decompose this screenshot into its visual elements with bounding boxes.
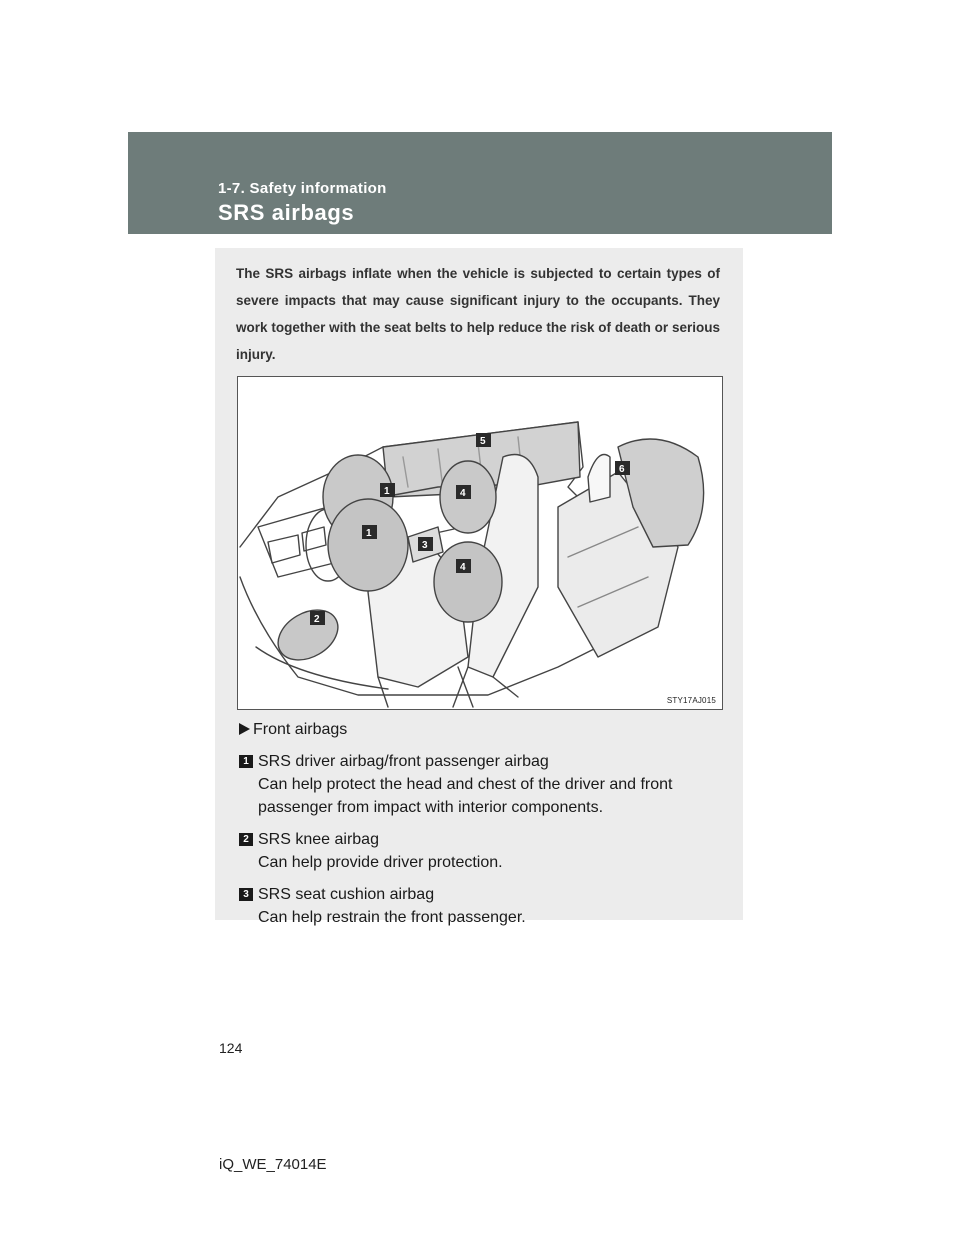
number-badge: 3: [239, 888, 253, 901]
section-header: [128, 132, 832, 234]
item-description: Can help provide driver protection.: [258, 854, 503, 871]
list-item: [239, 828, 729, 874]
page-title: SRS airbags: [218, 200, 355, 225]
figure-label-text: 3: [422, 540, 428, 551]
figure-code: STY17AJ015: [666, 696, 716, 705]
content-panel: [215, 248, 743, 926]
airbag-list: [239, 714, 729, 929]
page-number: 124: [219, 1040, 243, 1056]
figure-label-text: 4: [460, 488, 466, 499]
figure-label-text: 5: [480, 436, 486, 447]
item-title: SRS driver airbag/front passenger airbag: [258, 753, 549, 770]
figure-label-text: 1: [384, 486, 390, 497]
section-label: 1-7. Safety information: [218, 180, 387, 197]
number-badge: 2: [239, 833, 253, 846]
item-title: SRS knee airbag: [258, 831, 379, 848]
document-code: iQ_WE_74014E: [219, 1156, 327, 1173]
figure-label-text: 6: [619, 464, 625, 475]
figure-label-text: 2: [314, 614, 320, 625]
airbag-illustration: [237, 376, 723, 710]
group-heading-text: Front airbags: [253, 721, 348, 738]
list-item: [239, 883, 729, 929]
item-description: Can help protect the head and chest of the driver and front passenger from impact with interior components.: [258, 776, 673, 816]
car-interior-drawing: [238, 377, 723, 710]
group-heading: [239, 718, 729, 741]
list-item: [239, 750, 729, 819]
item-description: Can help restrain the front passenger.: [258, 909, 526, 926]
triangle-bullet-icon: [239, 723, 250, 735]
item-title: SRS seat cushion airbag: [258, 886, 435, 903]
intro-paragraph: The SRS airbags inflate when the vehicle is subjected to certain types of severe impacts that may cause significant injury to the occupants. They work together with the seat belts to help reduce the risk of death or serious injury.: [236, 266, 720, 362]
figure-label-text: 1: [366, 528, 372, 539]
number-badge: 1: [239, 755, 253, 768]
figure-label-text: 4: [460, 562, 466, 573]
